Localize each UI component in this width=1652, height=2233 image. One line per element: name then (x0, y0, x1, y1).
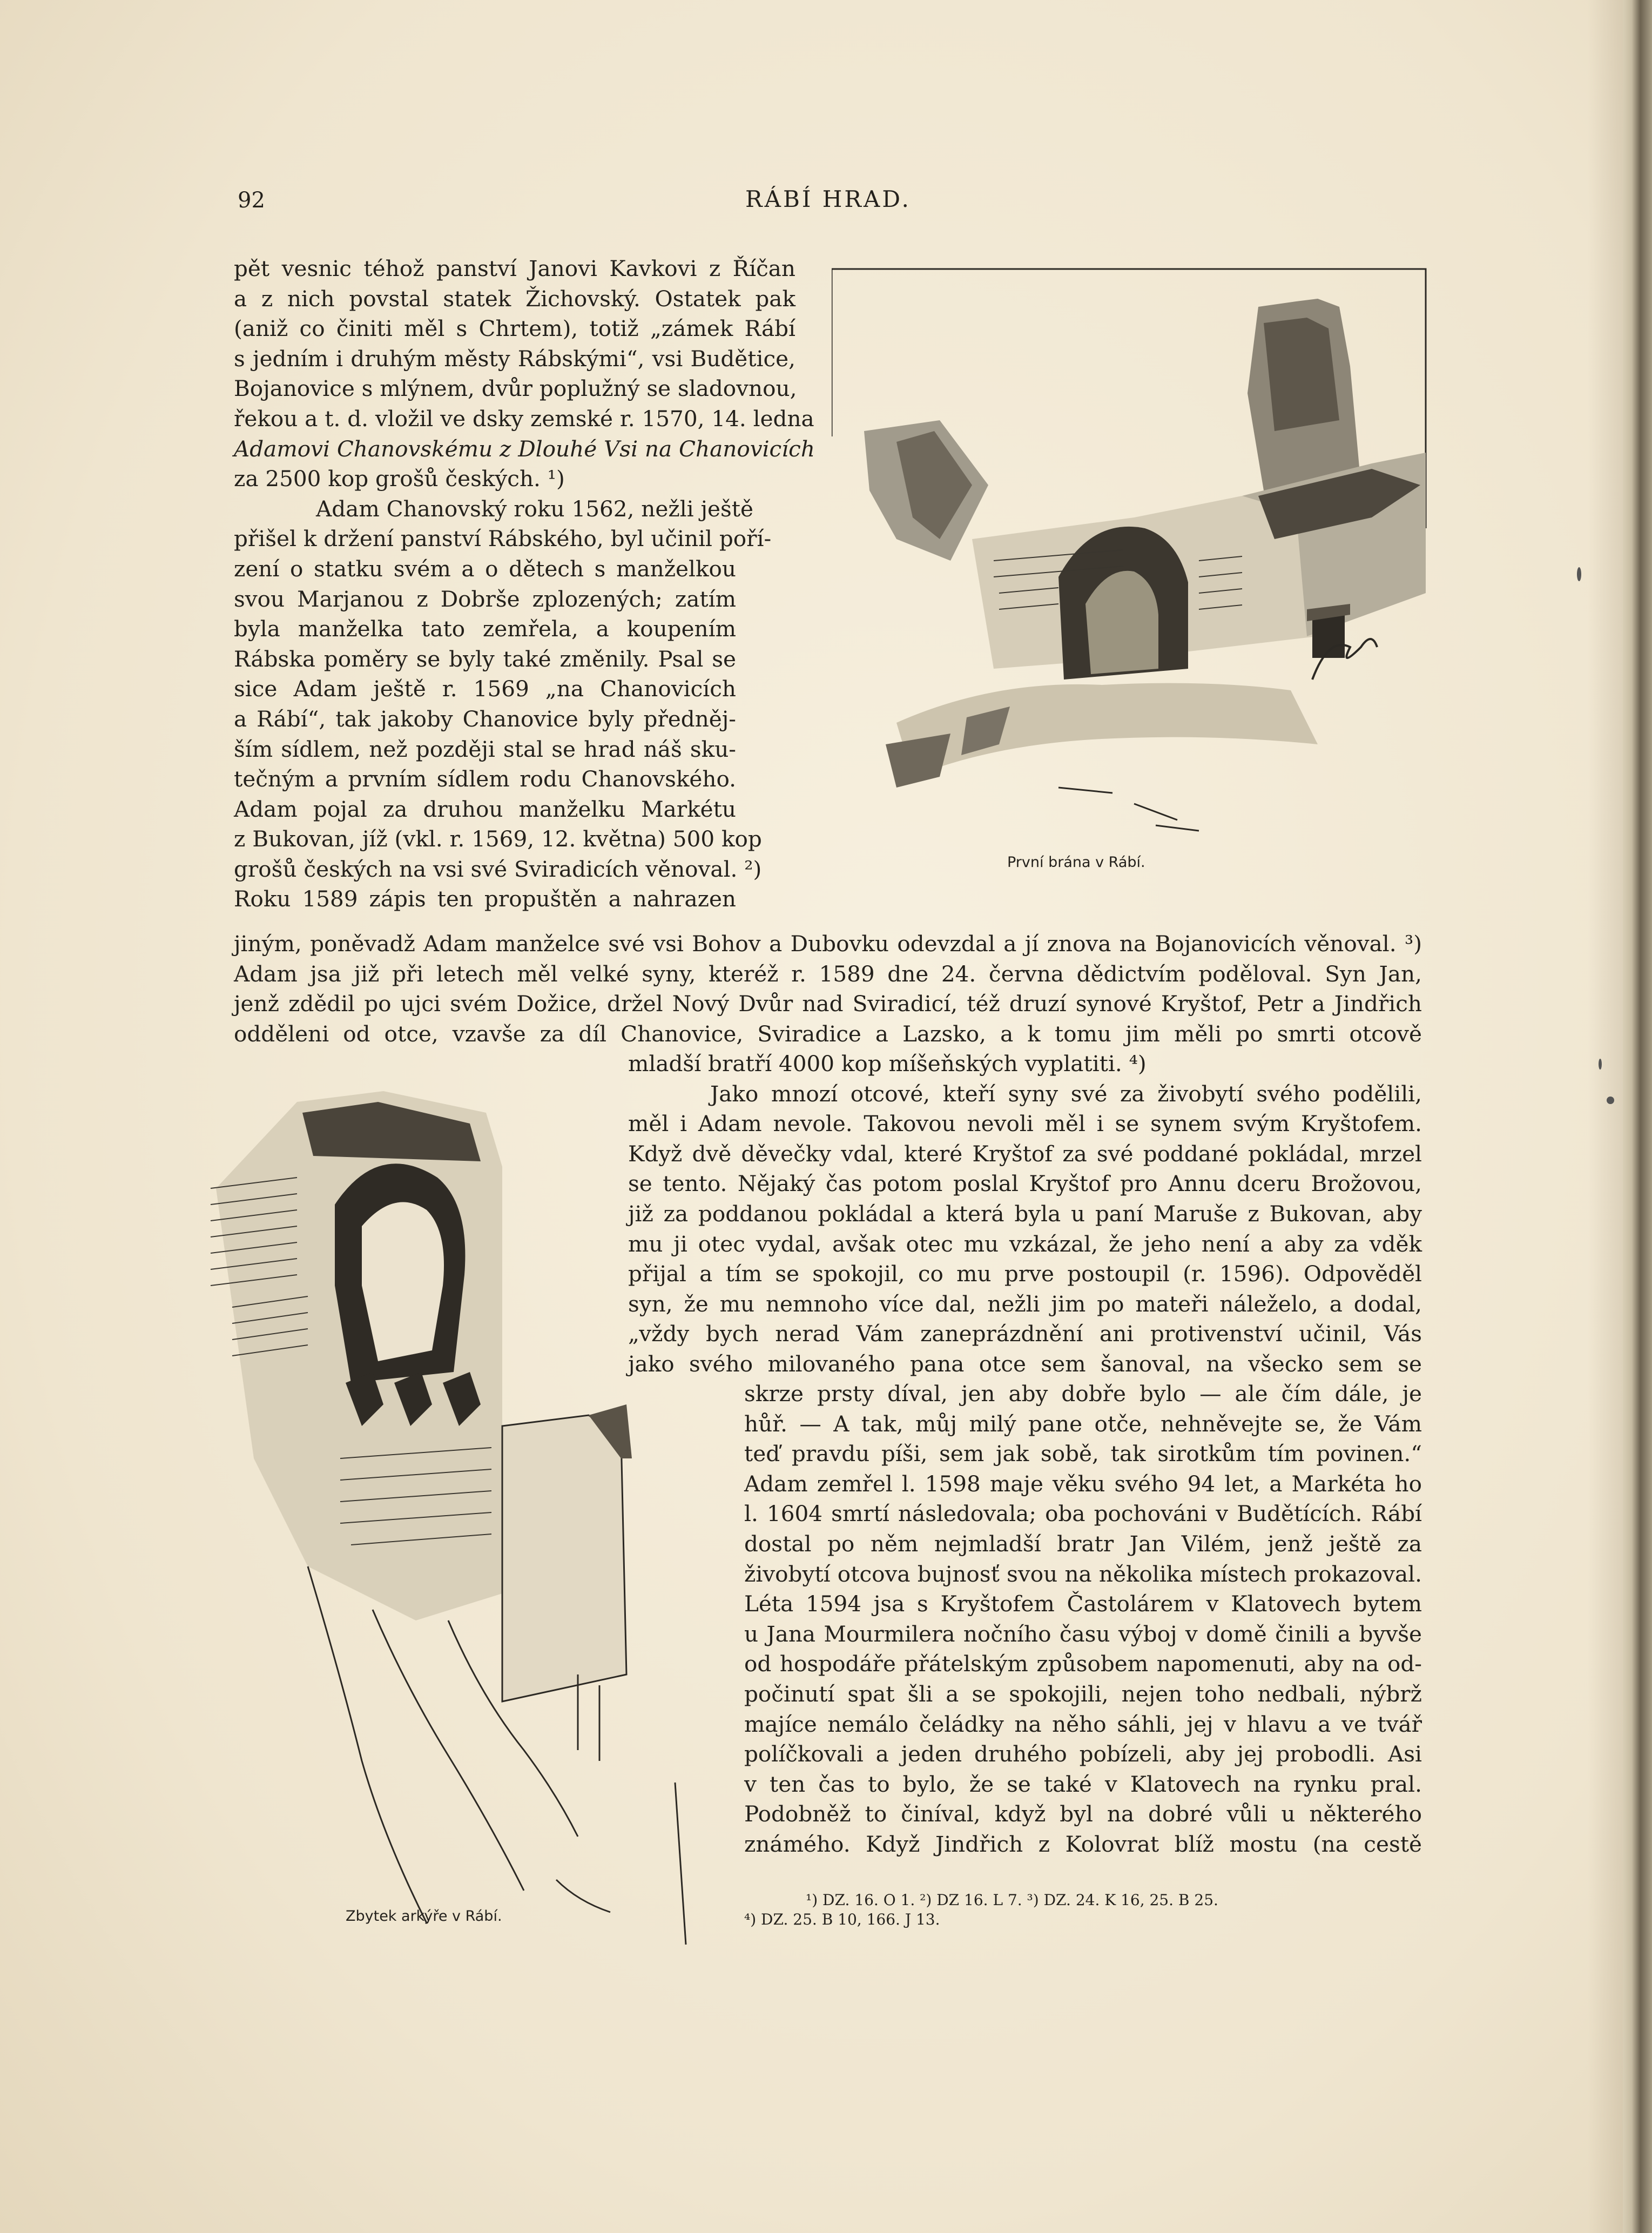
text-line: sice Adam ještě r. 1569 „na Chanovicích (234, 676, 736, 702)
text-line: hůř. — A tak, můj milý pane otče, nehněvejte se, že Vám (744, 1410, 1422, 1437)
text-line: živobytí otcova bujnosť svou na několika místech prokazoval. (744, 1561, 1422, 1587)
text-line: skrze prsty díval, jen aby dobře bylo — ale čím dále, je (744, 1381, 1422, 1407)
text-line: známého. Když Jindřich z Kolovrat blíž mostu (na cestě (744, 1831, 1422, 1857)
text-line: dostal po něm nejmladší bratr Jan Vilém, jenž ještě za (744, 1530, 1422, 1557)
text-line: přišel k držení panství Rábského, byl učinil poří- (234, 526, 772, 552)
paragraph-full-width (234, 929, 1422, 1049)
text-line: mu ji otec vydal, avšak otec mu vzkázal, že jeho není a aby za vděk (628, 1230, 1422, 1257)
text-line: jenž zdědil po ujci svém Dožice, držel Nový Dvůr nad Sviradicí, též druzí synové Kryštof, Petr a Jindřich (234, 991, 1422, 1017)
text-line: u Jana Mourmilera nočního času výboj v domě činili a byvše (744, 1620, 1422, 1647)
text-line: Adamovi Chanovskému z Dlouhé Vsi na Chanovicích (234, 435, 815, 462)
text-line: Adam zemřel l. 1598 maje věku svého 94 let, a Markéta ho (744, 1470, 1422, 1497)
text-line: z Bukovan, jíž (vkl. r. 1569, 12. května) 500 kop (234, 826, 762, 852)
oriel-illustration (200, 1080, 702, 1955)
text-line: mladší bratří 4000 kop míšeňských vyplatiti. ⁴) (628, 1051, 1147, 1077)
page-edge-shading (1588, 0, 1626, 2233)
text-line: svou Marjanou z Dobrše zplozených; zatím (234, 586, 736, 612)
footnote-line-2: ⁴) DZ. 25. B 10, 166. J 13. (744, 1911, 940, 1928)
running-title: RÁBÍ HRAD. (745, 186, 911, 212)
text-line: byla manželka tato zemřela, a koupením (234, 616, 736, 642)
margin-speck (1607, 1097, 1614, 1104)
paragraph-middle-column (628, 1049, 1422, 1380)
text-line: odděleni od otce, vzavše za díl Chanovice, Sviradice a Lazsko, a k tomu jim měli po smrti otcově (234, 1020, 1422, 1047)
text-line: se tento. Nějaký čas potom poslal Kryštof pro Annu dceru Brožovou, (628, 1171, 1422, 1197)
figure-caption-oriel: Zbytek arkýře v Rábí. (346, 1908, 502, 1925)
page-number: 92 (238, 188, 265, 213)
text-line: měl i Adam nevole. Takovou nevoli měl i se synem svým Kryštofem. (628, 1111, 1422, 1137)
text-line: ším sídlem, než později stal se hrad náš sku- (234, 736, 736, 762)
text-line: Adam pojal za druhou manželku Markétu (234, 796, 736, 822)
text-line: jiným, poněvadž Adam manželce své vsi Bohov a Dubovku odevzdal a jí znova na Bojanovicích věnoval. ³) (234, 931, 1422, 957)
text-line: Když dvě děvečky vdal, které Kryštof za své poddané pokládal, mrzel (628, 1140, 1422, 1167)
margin-speck (1577, 567, 1581, 581)
text-line: Rábska poměry se byly také změnily. Psal se (234, 645, 736, 672)
text-line: jako svého milovaného pana otce sem šanoval, na všecko sem se (628, 1350, 1422, 1377)
text-line: Roku 1589 zápis ten propuštěn a nahrazen (234, 886, 736, 912)
paragraph-narrow-column (234, 254, 815, 914)
text-line: teď pravdu píši, sem jak sobě, tak sirotkům tím povinen.“ (744, 1441, 1422, 1467)
text-line: v ten čas to bylo, že se také v Klatovech na rynku pral. (744, 1771, 1422, 1797)
text-line: majíce nemálo čeládky na něho sáhli, jej v hlavu a ve tvář (744, 1711, 1422, 1737)
text-line: přijal a tím se spokojil, co mu prve postoupil (r. 1596). Odpověděl (628, 1261, 1422, 1287)
oriel-drawing (200, 1080, 702, 1955)
text-line: Bojanovice s mlýnem, dvůr poplužný se sladovnou, (234, 375, 797, 402)
text-line: grošů českých na vsi své Sviradicích věnoval. ²) (234, 856, 762, 882)
text-line: Léta 1594 jsa s Kryštofem Častolárem v Klatovech bytem (744, 1591, 1422, 1617)
margin-speck (1599, 1059, 1602, 1070)
gate-drawing (832, 258, 1431, 842)
text-line: l. 1604 smrtí následovala; oba pochováni v Budětících. Rábí (744, 1501, 1422, 1527)
text-line: syn, že mu nemnoho více dal, nežli jim po mateři náleželo, a dodal, (628, 1290, 1422, 1317)
text-line: a Rábí“, tak jakoby Chanovice byly předněj- (234, 705, 736, 732)
book-binding (1623, 0, 1652, 2233)
text-line: Jako mnozí otcové, kteří syny své za živobytí svého podělili, (710, 1080, 1422, 1107)
text-line: s jedním i druhým městy Rábskými“, vsi Budětice, (234, 345, 795, 372)
text-line: Podobněž to činíval, když byl na dobré vůli u některého (744, 1801, 1422, 1827)
figure-caption-gate: První brána v Rábí. (1007, 854, 1145, 871)
footnote-line-1: ¹) DZ. 16. O 1. ²) DZ 16. L 7. ³) DZ. 24. K 16, 25. B 25. (806, 1891, 1218, 1909)
text-line: tečným a prvním sídlem rodu Chanovského. (234, 766, 736, 792)
text-line: pět vesnic téhož panství Janovi Kavkovi z Říčan (234, 255, 795, 281)
paragraph-right-column (744, 1379, 1422, 1860)
text-line: řekou a t. d. vložil ve dsky zemské r. 1570, 14. ledna (234, 405, 814, 432)
text-line: Adam Chanovský roku 1562, nežli ještě (316, 495, 754, 522)
text-line: políčkovali a jeden druhého pobízeli, aby jej probodli. Asi (744, 1741, 1422, 1767)
text-line: „vždy bych nerad Vám zaneprázdnění ani protivenství učinil, Vás (628, 1321, 1422, 1347)
text-line: již za poddanou pokládal a která byla u paní Maruše z Bukovan, aby (628, 1200, 1422, 1227)
text-line: (aniž co činiti měl s Chrtem), totiž „zámek Rábí (234, 315, 795, 342)
text-line: od hospodáře přátelským způsobem napomenuti, aby na od- (744, 1651, 1422, 1677)
gate-illustration (832, 258, 1431, 842)
text-line: počinutí spat šli a se spokojili, nejen toho nedbali, nýbrž (744, 1680, 1422, 1707)
text-line: za 2500 kop grošů českých. ¹) (234, 466, 565, 492)
text-line: Adam jsa již při letech měl velké syny, kteréž r. 1589 dne 24. června dědictvím poděloval. Syn Jan, (234, 960, 1422, 987)
text-line: a z nich povstal statek Žichovský. Ostatek pak (234, 285, 795, 312)
text-line: zení o statku svém a o dětech s manželkou (234, 555, 736, 582)
